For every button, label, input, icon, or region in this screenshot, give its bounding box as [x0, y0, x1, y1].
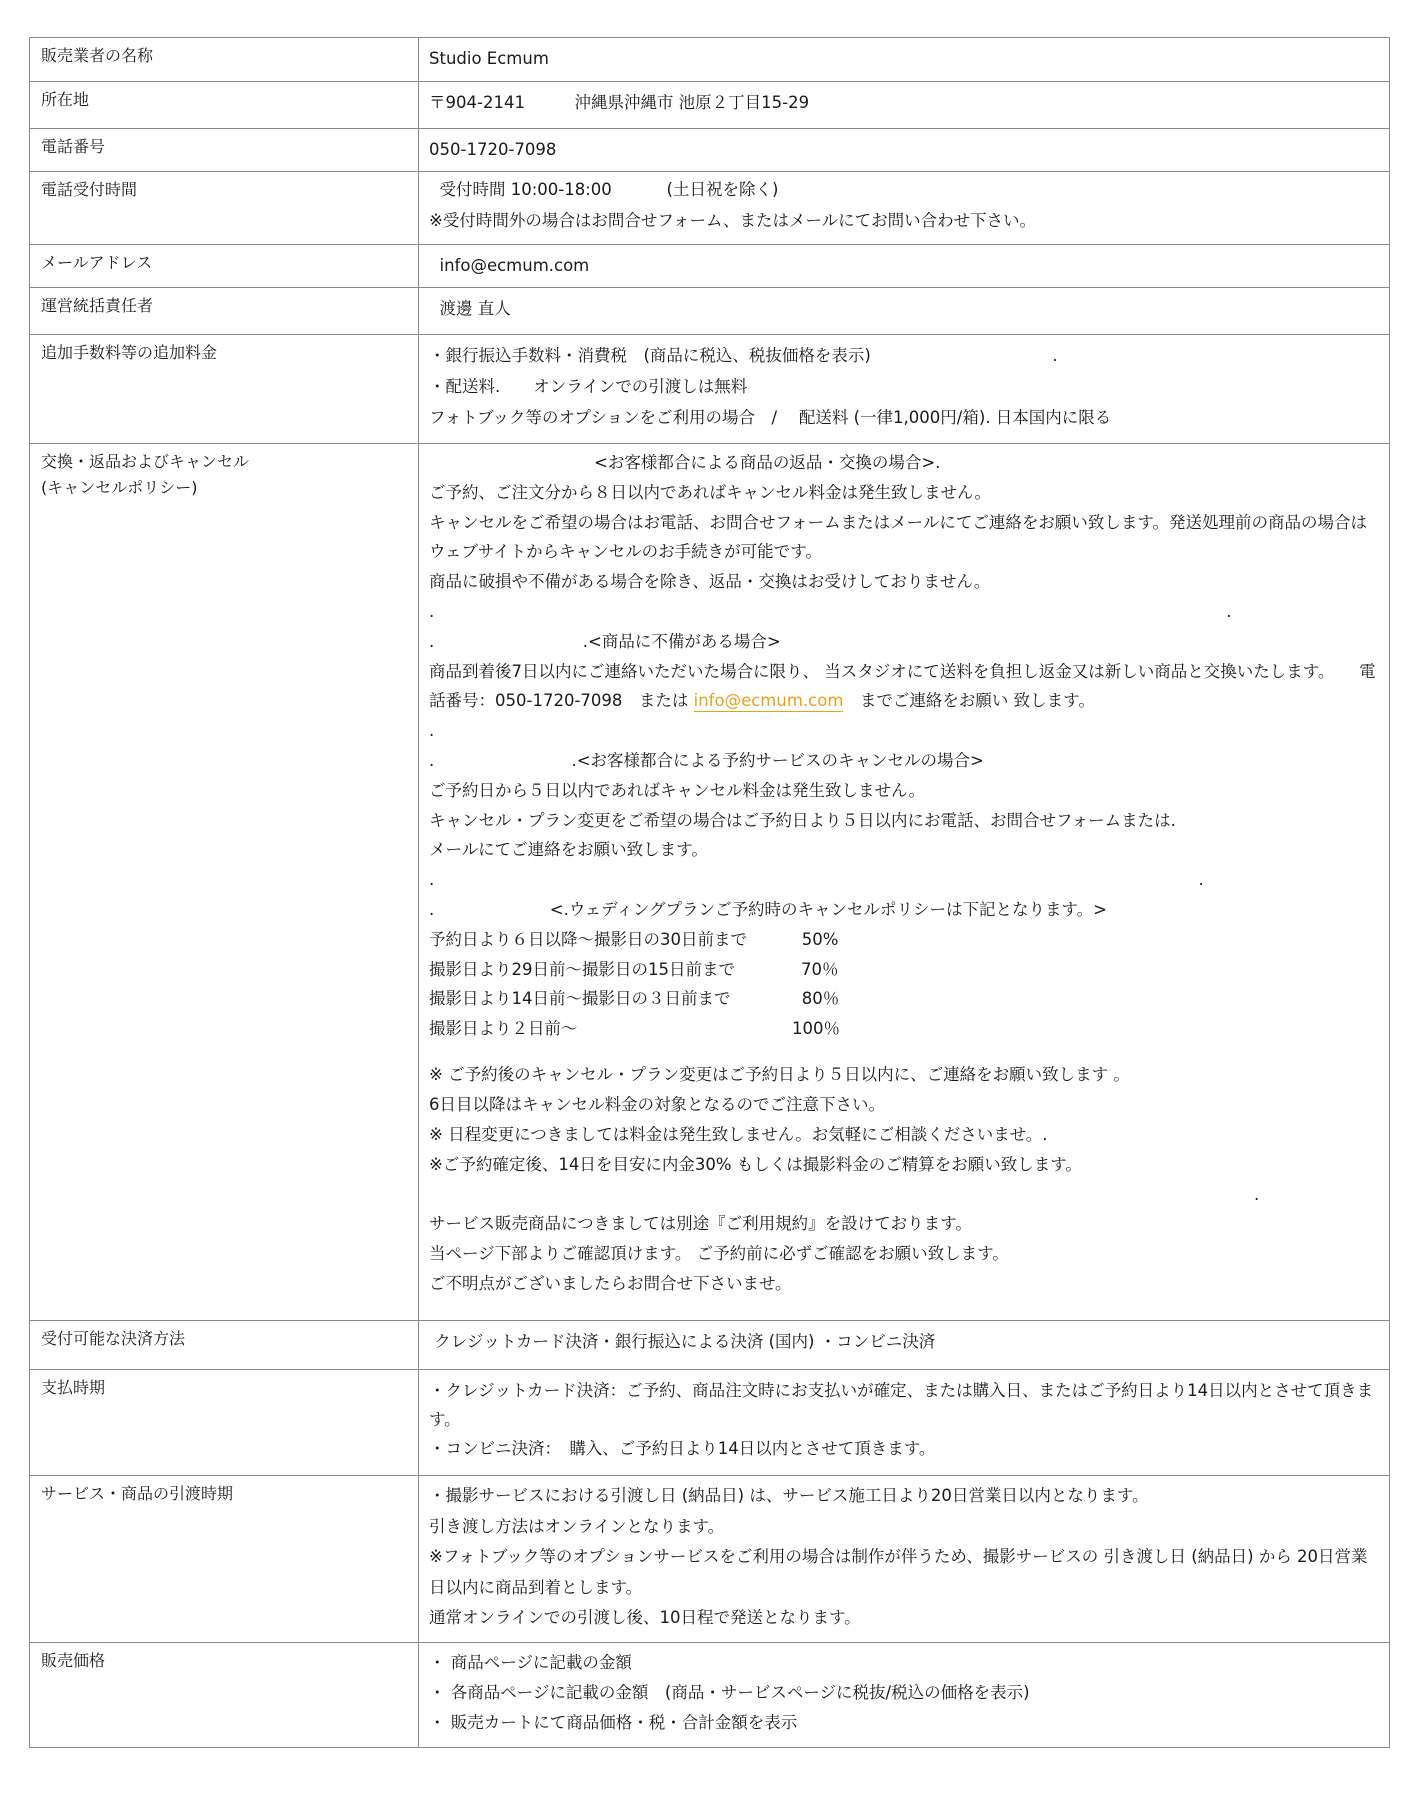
label-line: 交換・返品およびキャンセル [41, 452, 250, 471]
value-line: . [429, 721, 435, 741]
value-line: ご予約、ご注文分から８日以内であればキャンセル料金は発生致しません。 [429, 482, 991, 502]
label-line: 電話番号 [41, 137, 106, 156]
label-line: (キャンセルポリシー) [41, 478, 198, 497]
value-line: ・撮影サービスにおける引渡し日 (納品日) は、サービス施工日より20日営業日以内となります。 [429, 1486, 1149, 1505]
value-line: 当ページ下部よりご確認頂けます。 ご予約前に必ずご確認をお願い致します。 [429, 1244, 1009, 1264]
value-line: 通常オンラインでの引渡し後、10日程で発送となります。 [429, 1608, 861, 1627]
value-line: 渡邊 直人 [429, 299, 511, 318]
value-line: 商品に破損や不備がある場合を除き、返品・交換はお受けしておりません。 [429, 572, 991, 592]
value-line: ・クレジットカード決済：ご予約、商品注文時にお支払いが確定、または購入日、またはご予約日より14日以内とさせて頂きます。 [429, 1381, 1374, 1429]
value-line: フォトブック等のオプションをご利用の場合 / 配送料 (一律1,000円/箱). 日本国内に限る [429, 408, 1112, 427]
value-line: 6日目以降はキャンセル料金の対象となるのでご注意下さい。 [429, 1095, 885, 1115]
value-phone-hours [419, 172, 1390, 245]
value-line: . . [429, 601, 1232, 621]
value-line: サービス販売商品につきましては別途『ご利用規約』を設けております。 [429, 1214, 972, 1234]
row-phone-hours [30, 172, 1390, 245]
value-line: . [429, 1184, 1260, 1204]
value-line: 受付時間 10:00-18:00 (土日祝を除く) [429, 180, 779, 199]
label-seller-name [30, 38, 419, 82]
value-line: ※ 日程変更につきましては料金は発生致しません。お気軽にご相談くださいませ。. [429, 1125, 1048, 1145]
row-payment-methods [30, 1321, 1390, 1370]
value-line: 撮影日より２日前〜 100％ [429, 1019, 840, 1039]
value-price [419, 1642, 1390, 1747]
label-email [30, 245, 419, 288]
value-line: 予約日より６日以降〜撮影日の30日前まで 50% [429, 929, 839, 949]
value-manager [419, 288, 1390, 335]
value-seller-name [419, 38, 1390, 82]
email-link[interactable]: info@ecmum.com [693, 691, 844, 711]
label-phone-hours [30, 172, 419, 245]
value-line: 050-1720-7098 [429, 140, 557, 159]
value-line: . .<お客様都合による予約サービスのキャンセルの場合> [429, 750, 984, 770]
value-line: ・ 商品ページに記載の金額 [429, 1652, 632, 1672]
label-line: 支払時期 [41, 1378, 106, 1397]
row-cancellation-policy [30, 444, 1390, 1321]
value-line: 引き渡し方法はオンラインとなります。 [429, 1516, 725, 1536]
value-line: 撮影日より14日前〜撮影日の３日前まで 80％ [429, 989, 840, 1009]
value-line: ・配送料. オンラインでの引渡しは無料 [429, 377, 748, 396]
row-price [30, 1642, 1390, 1747]
label-line: 電話受付時間 [41, 180, 138, 199]
row-seller-name [30, 38, 1390, 82]
value-line: ※フォトブック等のオプションサービスをご利用の場合は制作が伴うため、撮影サービスの 引き渡し日 (納品日) から 20日営業日以内に商品到着とします。 [429, 1547, 1368, 1597]
row-payment-timing [30, 1370, 1390, 1476]
value-payment-timing [419, 1370, 1390, 1476]
label-phone [30, 129, 419, 172]
row-email [30, 245, 1390, 288]
label-manager [30, 288, 419, 335]
row-delivery-timing [30, 1476, 1390, 1643]
value-line: ※受付時間外の場合はお問合せフォーム、またはメールにてお問い合わせ下さい。 [429, 211, 1037, 230]
value-address [419, 82, 1390, 129]
label-line: 受付可能な決済方法 [41, 1329, 186, 1348]
value-text: までご連絡をお願い 致します。 [843, 691, 1095, 711]
value-line: 撮影日より29日前〜撮影日の15日前まで 70％ [429, 959, 839, 979]
value-email [419, 245, 1390, 288]
row-address [30, 82, 1390, 129]
label-line: 販売業者の名称 [41, 46, 154, 65]
value-text: 商品到着後7日以内にご連絡いただいた場合に限り、 当スタジオにて送料を負担し返金又は新しい商品と交換いたします。 電話番号：050-1720-7098 または [429, 661, 1376, 711]
value-line [429, 1044, 1379, 1061]
value-cancellation-policy [419, 444, 1390, 1321]
value-line: ・銀行振込手数料・消費税 (商品に税込、税抜価格を表示) . [429, 346, 1058, 365]
label-line: 追加手数料等の追加料金 [41, 343, 218, 362]
label-delivery-timing [30, 1476, 419, 1643]
value-line: ご予約日から５日以内であればキャンセル料金は発生致しません。 [429, 780, 925, 800]
row-phone [30, 129, 1390, 172]
value-line: . .<商品に不備がある場合> [429, 631, 781, 651]
value-line: ※ご予約確定後、14日を目安に内金30% もしくは撮影料金のご精算をお願い致します。 [429, 1154, 1082, 1174]
value-delivery-timing [419, 1476, 1390, 1643]
row-manager [30, 288, 1390, 335]
label-payment-timing [30, 1370, 419, 1476]
value-line: ご不明点がございましたらお問合せ下さいませ。 [429, 1274, 792, 1294]
value-line: . . [429, 870, 1204, 890]
label-payment-methods [30, 1321, 419, 1370]
label-additional-fees [30, 335, 419, 444]
value-line: ・ 販売カートにて商品価格・税・合計金額を表示 [429, 1712, 798, 1732]
value-line: . <.ウェディングプランご予約時のキャンセルポリシーは下記となります。> [429, 899, 1108, 919]
value-line: ※ ご予約後のキャンセル・プラン変更はご予約日より５日以内に、ご連絡をお願い致します 。 [429, 1065, 1130, 1085]
row-additional-fees [30, 335, 1390, 444]
label-line: メールアドレス [41, 253, 153, 272]
commercial-disclosure-table [29, 37, 1390, 1748]
value-line: info@ecmum.com [429, 256, 590, 275]
value-line: キャンセルをご希望の場合はお電話、お問合せフォームまたはメールにてご連絡をお願い致します。発送処理前の商品の場合はウェブサイトからキャンセルのお手続きが可能です。 [429, 512, 1368, 562]
value-line: ・コンビニ決済： 購入、ご予約日より14日以内とさせて頂きます。 [429, 1439, 936, 1458]
value-line: メールにてご連絡をお願い致します。 [429, 840, 708, 860]
label-line: 運営統括責任者 [41, 296, 154, 315]
label-line: 所在地 [41, 90, 90, 109]
value-phone [419, 129, 1390, 172]
value-payment-methods [419, 1321, 1390, 1370]
label-address [30, 82, 419, 129]
value-line: 〒904-2141 沖縄県沖縄市 池原２丁目15-29 [429, 93, 810, 112]
label-price [30, 1642, 419, 1747]
label-line: サービス・商品の引渡時期 [41, 1484, 234, 1503]
value-line: クレジットカード決済・銀行振込による決済 (国内) ・コンビニ決済 [429, 1332, 936, 1351]
value-additional-fees [419, 335, 1390, 444]
value-line-with-link [429, 657, 1379, 717]
label-cancellation-policy [30, 444, 419, 1321]
value-line: キャンセル・プラン変更をご希望の場合はご予約日より５日以内にお電話、お問合せフォームまたは. [429, 810, 1176, 830]
value-line: Studio Ecmum [429, 49, 549, 68]
value-line: <お客様都合による商品の返品・交換の場合>. [429, 453, 941, 472]
label-line: 販売価格 [41, 1650, 106, 1670]
value-line: ・ 各商品ページに記載の金額 (商品・サービスページに税抜/税込の価格を表示) [429, 1682, 1030, 1702]
